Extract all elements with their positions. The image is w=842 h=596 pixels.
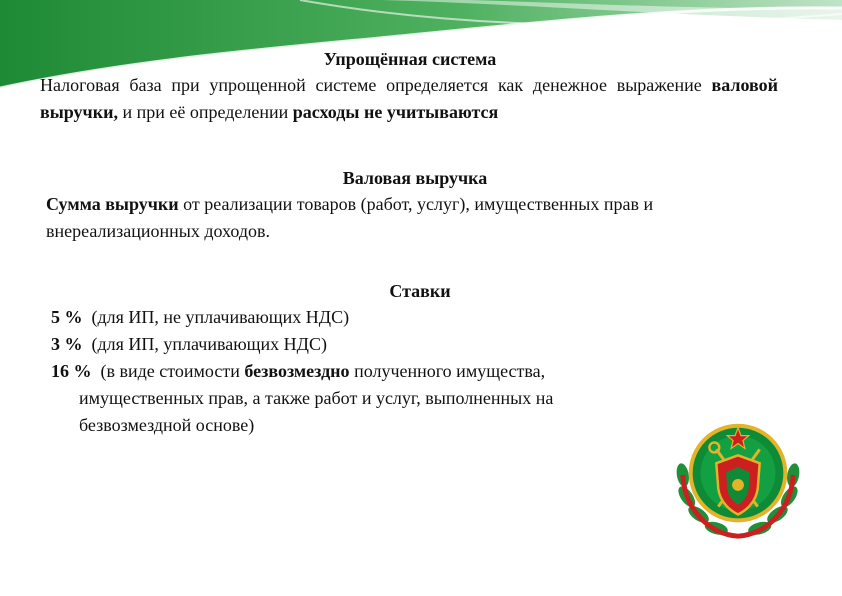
rate-description: (для ИП, не уплачивающих НДС)	[91, 307, 350, 327]
slide-title: Упрощённая система	[323, 49, 497, 69]
simplified-system-paragraph	[40, 72, 778, 126]
rate-continuation: имущественных прав, а также работ и услуг, выполненных на	[79, 388, 554, 408]
rate-description: (в виде стоимости	[100, 361, 245, 381]
rate-item	[51, 358, 691, 385]
paragraph-bold-1: валовой выручки,	[40, 75, 778, 122]
paragraph-text-2: и при её определении	[117, 102, 293, 122]
rate-continuation: безвозмездной основе)	[79, 415, 255, 435]
rate-description-bold: безвозмездно	[244, 361, 350, 381]
gross-revenue-paragraph	[46, 191, 781, 245]
rate-value: 16 %	[51, 361, 92, 381]
gross-revenue-bold: Сумма выручки	[46, 194, 179, 214]
rate-value: 5 %	[51, 307, 83, 327]
paragraph-bold-2: расходы не учитываются	[292, 102, 499, 122]
rate-item	[51, 304, 691, 331]
rate-description: (для ИП, уплачивающих НДС)	[91, 334, 327, 354]
rate-value: 3 %	[51, 334, 83, 354]
rates-heading: Ставки	[389, 281, 451, 301]
rates-list	[51, 304, 691, 439]
gross-revenue-heading: Валовая выручка	[342, 168, 488, 188]
rate-item	[51, 331, 691, 358]
rate-description: полученного имущества,	[349, 361, 546, 381]
gross-revenue-text: от реализации товаров (работ, услуг), имущественных прав и внереализационных доходов.	[46, 194, 654, 241]
tax-service-emblem-icon	[669, 410, 807, 548]
paragraph-text-1: Налоговая база при упрощенной системе определяется как денежное выражение	[40, 75, 712, 95]
